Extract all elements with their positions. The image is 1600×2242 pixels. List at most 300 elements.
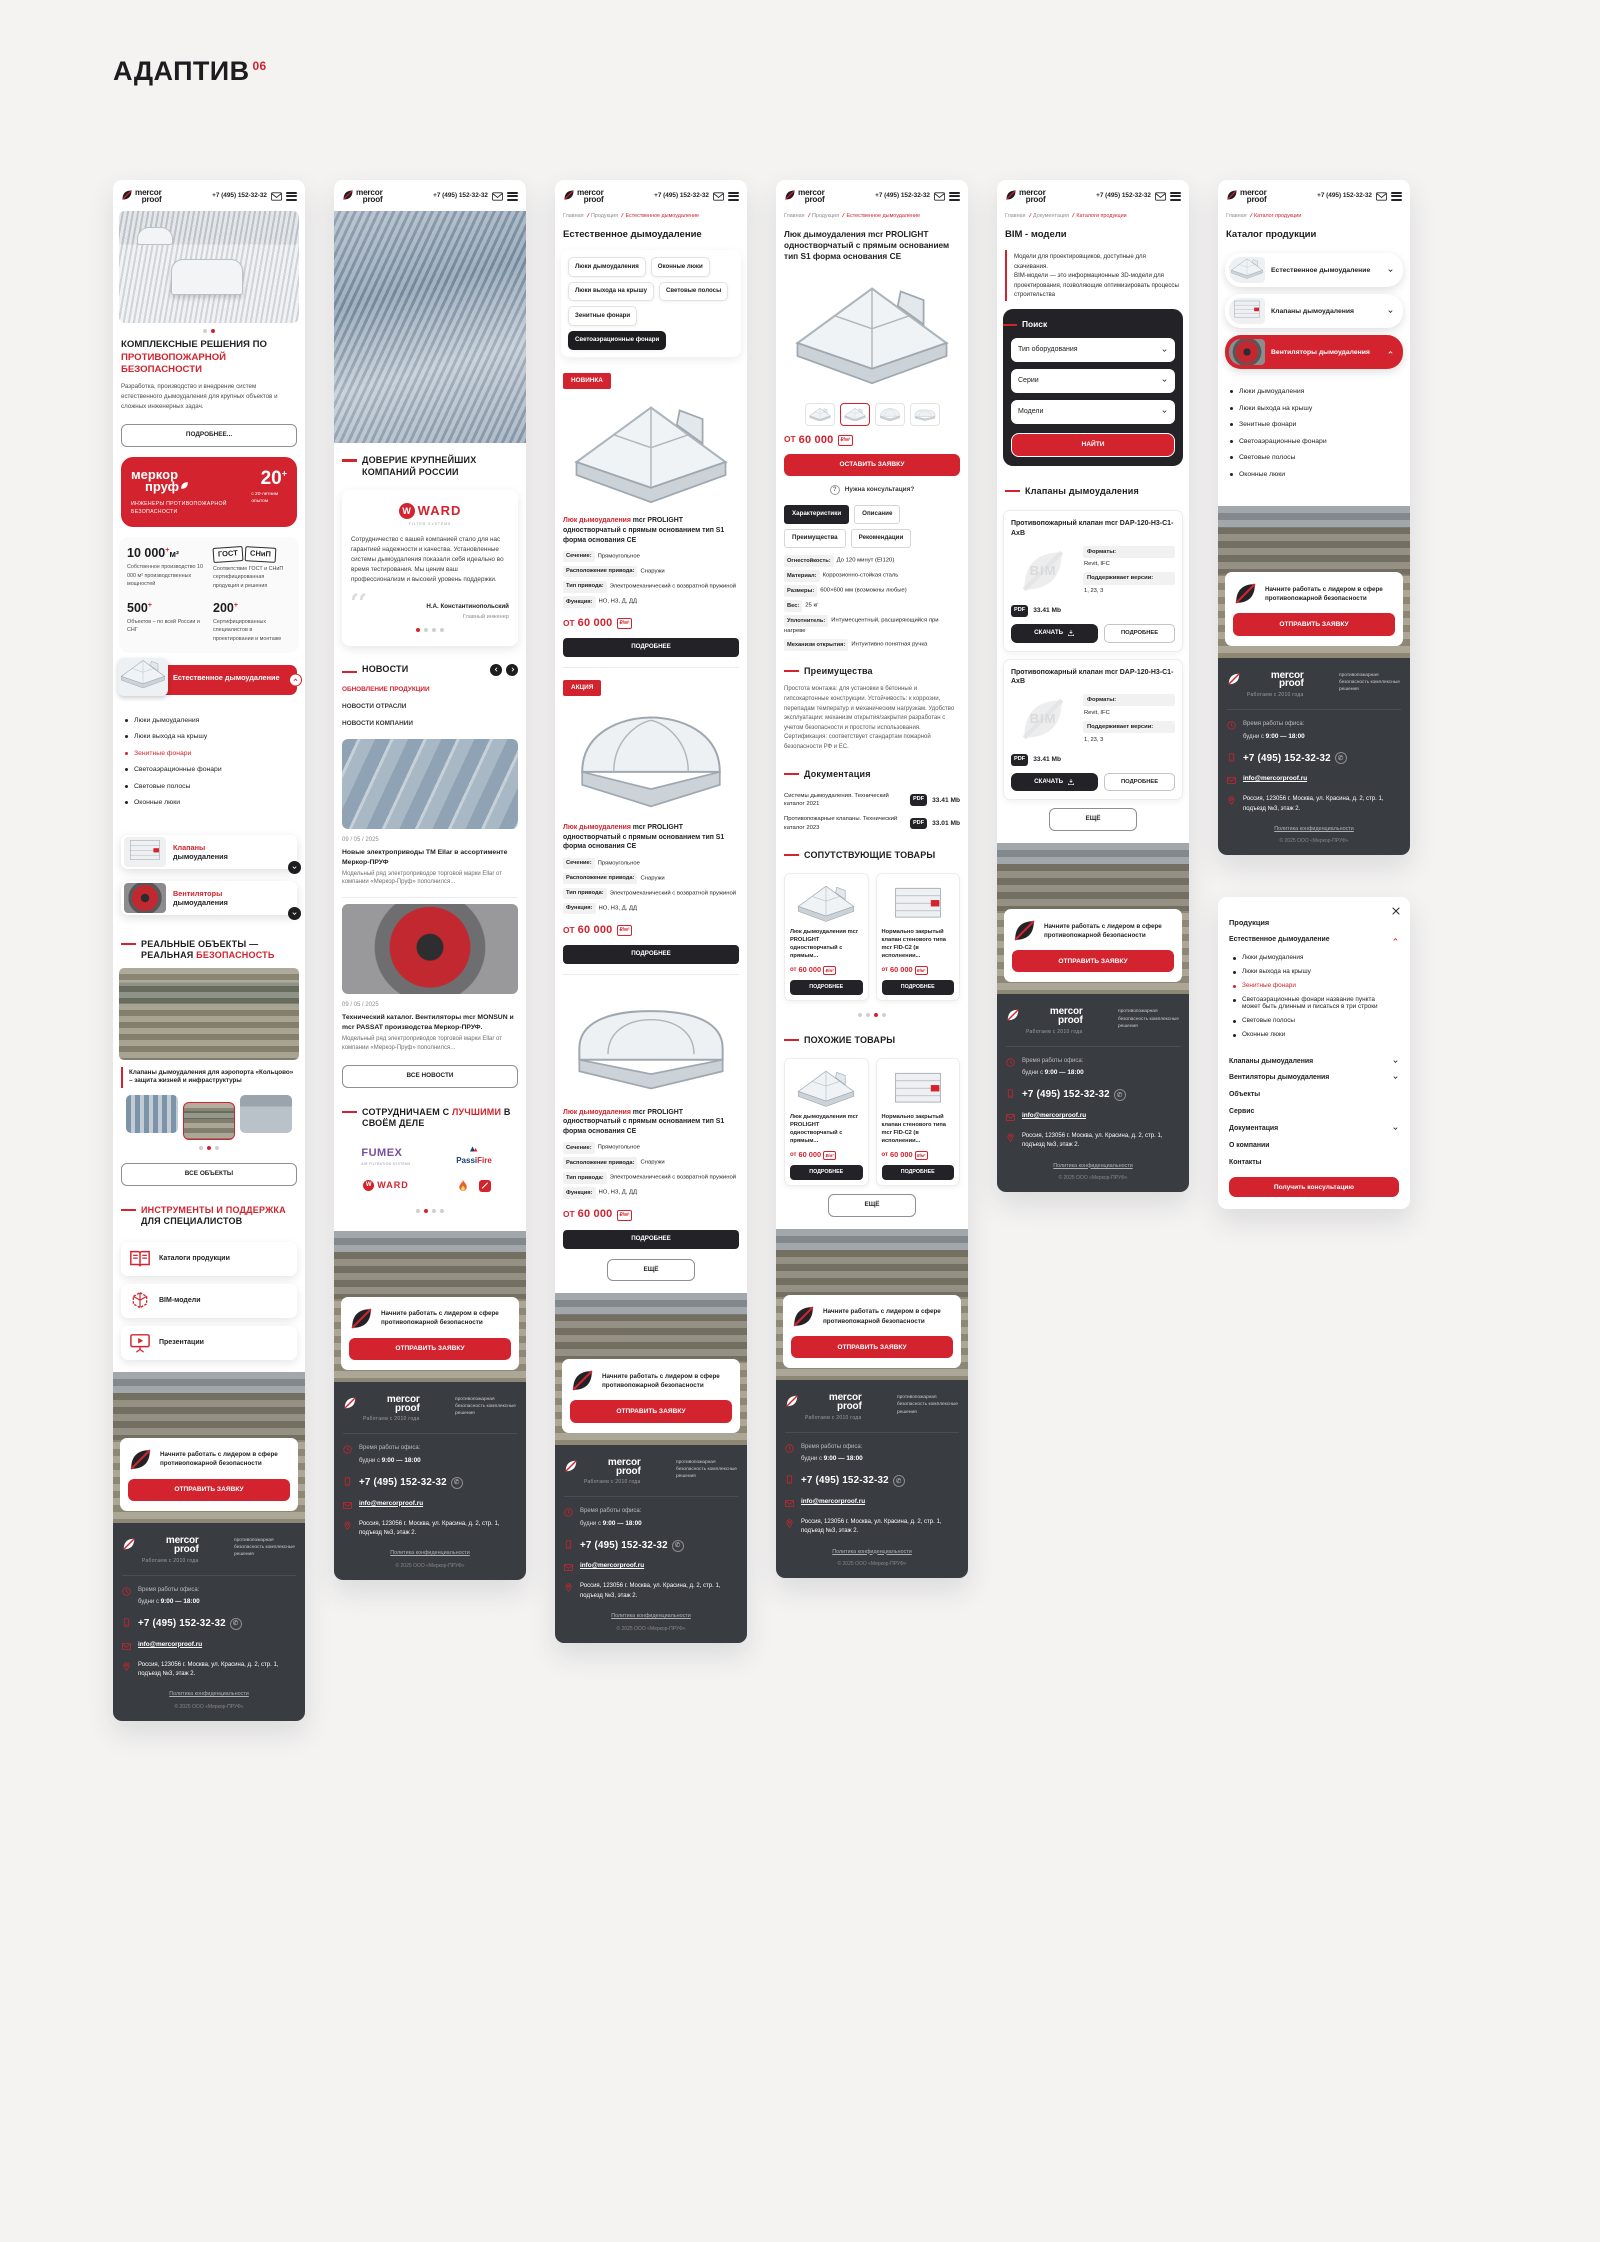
partners-dots[interactable] [334,1203,526,1219]
news-tab-company[interactable]: НОВОСТИ КОМПАНИИ [342,719,413,727]
mercorproof-logo[interactable] [342,189,383,203]
chevron-down-icon[interactable] [1392,1058,1399,1065]
footer-email-link[interactable]: info@mercorproof.ru [1022,1112,1087,1120]
catalog-link[interactable]: Оконные люки [1230,470,1398,480]
location-pin-icon [564,1583,573,1592]
tools-section-title: ИНСТРУМЕНТЫ И ПОДДЕРЖКА ДЛЯ СПЕЦИАЛИСТОВ [141,1205,286,1227]
whatsapp-icon[interactable]: ✆ [1335,752,1347,764]
mail-icon[interactable] [271,192,282,201]
pdf-file-row[interactable] [1011,754,1175,766]
news-tab-products[interactable]: ОБНОВЛЕНИЕ ПРОДУКЦИИ [342,685,430,693]
cta-banner [1218,506,1410,657]
tab-recommendations[interactable]: Рекомендации [851,529,912,548]
gallery-thumbnail[interactable] [805,403,835,426]
mini-product-price: от 60 000 ₽/м² [790,965,863,975]
logo-word-1: mercor [1019,188,1046,197]
object-photo[interactable] [119,968,299,1060]
bim-card-attributes: Форматы: Revit, IFC Поддерживает версии: 1, 23, 3 [1083,546,1175,599]
skylight-pyramid-render [794,1068,858,1107]
hero-slider-image[interactable] [119,211,299,323]
spec-row: Функция: НО, НЗ, Д, ДД [563,903,739,915]
fan-thumb-image [124,883,166,913]
menu-sub-fans[interactable]: Вентиляторы дымоудаления [1229,1074,1399,1081]
hero-slider-dots[interactable] [113,323,305,339]
breadcrumb[interactable]: Главная / Каталог продукции [1226,213,1302,220]
header-phone-link[interactable]: +7 (495) 152-32-32 [1096,191,1151,199]
news-prev-button[interactable] [490,664,502,676]
header-phone-link[interactable]: +7 (495) 152-32-32 [433,191,488,199]
breadcrumb[interactable]: Главная / Продукция / Естественное дымоудаление [784,213,921,220]
bim-model-card [1003,659,1183,801]
tab-characteristics[interactable]: Характеристики [784,505,849,524]
logo-word-1: mercor [1240,188,1267,197]
chevron-down-icon[interactable] [1387,267,1394,274]
logo-leaf-icon [784,189,796,201]
product-more-button[interactable]: ПОДРОБНЕЕ [563,945,739,964]
office-hours: будни с 9:00 — 18:00 [801,1455,863,1463]
section-dash [121,1209,136,1211]
mail-icon[interactable] [1155,192,1166,201]
menu-link[interactable]: Оконные люки [1233,1031,1395,1038]
footer-phone[interactable]: +7 (495) 152-32-32 ✆ [1243,752,1347,766]
breadcrumb[interactable]: Главная / Продукция / Естественное дымоудаление [563,213,700,220]
brand-years: 20+ [260,467,287,489]
category-link[interactable]: Люки дымоудаления [125,716,293,726]
breadcrumb[interactable]: Главная / Документация / Каталоги продукции [1005,213,1127,220]
objects-thumbnails[interactable] [113,1095,305,1140]
product-card[interactable] [555,985,747,1249]
object-thumbnail-selected[interactable] [183,1102,235,1140]
fire-damper-render [886,883,950,922]
mercorproof-logo[interactable] [784,189,825,203]
menu-item-about[interactable]: О компании [1229,1142,1270,1150]
download-icon [1067,629,1075,637]
mini-more-button[interactable]: ПОДРОБНЕЕ [882,980,955,995]
menu-link[interactable]: Люки дымоудаления [1233,954,1395,961]
category-link[interactable]: Светоаэрационные фонари [125,765,293,775]
bim-card-title: Противопожарный клапан mcr DAP-120-Н3-С1-АхВ [1011,668,1174,686]
footer-address: Россия, 123056 г. Москва, ул. Красина, д. 2, стр. 1, подъезд №3, этаж 2. [359,1520,500,1536]
skylight-pyramid-render [808,407,832,422]
objects-dots[interactable] [113,1140,305,1156]
filter-chip[interactable]: Люки выхода на крышу [568,282,654,302]
partners-section-title: СОТРУДНИЧАЕМ С ЛУЧШИМИ В СВОЁМ ДЕЛЕ [362,1106,511,1129]
location-pin-icon [1006,1133,1015,1142]
phone-icon [1227,753,1236,762]
mercorproof-logo[interactable] [1005,189,1046,203]
object-thumbnail[interactable] [126,1095,178,1133]
footer-email-link[interactable]: info@mercorproof.ru [138,1640,203,1648]
mini-product-card[interactable] [784,1058,869,1186]
load-more-button[interactable]: ЕЩЁ [828,1194,916,1217]
artboard-number: 06 [252,59,267,73]
menu-burger-icon[interactable] [1391,192,1402,201]
privacy-policy-link[interactable]: Политика конфиденциальности [611,1612,691,1619]
header-phone-link[interactable]: +7 (495) 152-32-32 [875,191,930,199]
product-price: ОТ 60 000 ₽/м² [555,611,747,634]
send-request-button[interactable]: ОТПРАВИТЬ ЗАЯВКУ [128,1479,290,1501]
tab-description[interactable]: Описание [854,505,900,524]
valve-thumb-image [1229,298,1265,324]
chevron-down-icon[interactable] [1387,308,1394,315]
product-title[interactable]: Люк дымоудаления mcr PROLIGHT одностворчатый с прямым основанием тип S1 форма основания СЕ [563,1108,725,1136]
filter-chip[interactable]: Световые полосы [659,282,728,302]
mail-icon[interactable] [713,192,724,201]
characteristic-row: Материал: Коррозионно-стойкая сталь [784,570,960,582]
pdf-file-row[interactable] [1011,605,1175,617]
spec-row: Тип привода: Электромеханический с возвратной пружиной [563,581,739,593]
mail-icon[interactable] [934,192,945,201]
section-dash [784,773,799,775]
whatsapp-icon[interactable]: ✆ [451,1477,463,1489]
footer-since: Работаем с 2010 года [142,1557,199,1564]
logo-leaf-icon [785,1394,799,1408]
download-button[interactable]: СКАЧАТЬ [1011,773,1098,792]
category-links [113,705,305,823]
product-more-button[interactable]: ПОДРОБНЕЕ [563,638,739,657]
logo-word-1: mercor [135,188,162,197]
menu-burger-icon[interactable] [507,192,518,201]
ward-logo: W WARD [351,502,509,520]
catalog-link[interactable]: Люки выхода на крышу [1230,404,1398,414]
bim-card-title: Противопожарный клапан mcr DAP-120-Н3-С1-АхВ [1011,520,1174,537]
spec-row: Тип привода: Электромеханический с возвратной пружиной [563,1172,739,1184]
footer-phone[interactable]: +7 (495) 152-32-32 ✆ [1022,1088,1126,1102]
footer-since: Работаем с 2010 года [363,1416,420,1423]
cta-card [783,1295,961,1368]
menu-burger-icon[interactable] [728,192,739,201]
product-specs [555,1142,747,1199]
tab-advantages[interactable]: Преимущества [784,529,846,548]
menu-link[interactable]: Светоаэрационные фонари название пункта может быть длинным и писаться в три строки [1233,996,1395,1010]
product-title[interactable]: Люк дымоудаления mcr PROLIGHT одностворчатый с прямым основанием тип S1 форма основания СЕ [563,824,725,851]
whatsapp-icon[interactable]: ✆ [230,1618,242,1630]
download-button[interactable]: СКАЧАТЬ [1011,624,1098,643]
menu-burger-icon[interactable] [1170,192,1181,201]
logo-leaf-icon [1005,189,1017,201]
send-request-button[interactable]: ОТПРАВИТЬ ЗАЯВКУ [1012,950,1174,972]
brand-subtitle: ИНЖЕНЕРЫ ПРОТИВОПОЖАРНОЙ БЕЗОПАСНОСТИ [131,501,227,515]
news-tab-industry[interactable]: НОВОСТИ ОТРАСЛИ [342,702,407,710]
equipment-type-select[interactable]: Тип оборудования [1011,338,1175,362]
mercorproof-logo[interactable] [563,189,604,203]
news-next-button[interactable] [506,664,518,676]
spec-row: Сечение: Прямоугольное [563,858,739,870]
skylight-thumb-image [1229,257,1265,283]
bim-more-button[interactable]: ПОДРОБНЕЕ [1104,773,1175,792]
send-request-button[interactable]: ОТПРАВИТЬ ЗАЯВКУ [791,1336,953,1358]
product-gallery-image[interactable] [786,269,958,397]
site-footer [776,1380,968,1578]
filter-chip-active[interactable]: Светоаэрационные фонари [568,331,666,351]
menu-item-contacts[interactable]: Контакты [1229,1159,1262,1167]
category-link[interactable]: Зенитные фонари [125,749,293,759]
office-hours-label: Время работы офиса: [359,1445,421,1452]
news-date: 09 / 05 / 2025 [342,1001,379,1008]
product-more-button[interactable]: ПОДРОБНЕЕ [563,1230,739,1249]
location-pin-icon [785,1519,794,1528]
header-phone-link[interactable]: +7 (495) 152-32-32 [654,191,709,199]
mail-icon [785,1499,794,1508]
whatsapp-icon[interactable]: ✆ [893,1475,905,1487]
privacy-policy-link[interactable]: Политика конфиденциальности [169,1691,249,1698]
skylight-vault-render [565,991,737,1097]
bim-cube-icon [129,1291,151,1311]
mini-product-card[interactable] [784,873,869,1001]
clock-icon [1227,721,1236,730]
close-icon[interactable] [1391,906,1401,916]
cta-text: Начните работать с лидером в сфере противопожарной безопасности [823,1308,941,1325]
series-select[interactable]: Серии [1011,369,1175,393]
skylight-pyramid-render [843,407,867,422]
news-date: 09 / 05 / 2025 [342,836,379,843]
get-consultation-button[interactable]: Получить консультацию [1229,1177,1399,1197]
site-footer [334,1382,526,1580]
find-button[interactable]: НАЙТИ [1011,433,1175,457]
product-price: ОТ 60 000 ₽/м² [555,918,747,941]
footer-phone[interactable]: +7 (495) 152-32-32 ✆ [138,1617,242,1631]
chevron-up-icon[interactable] [1387,349,1394,356]
mobile-header [555,180,747,211]
privacy-policy-link[interactable]: Политика конфиденциальности [1274,825,1354,832]
presentation-play-icon [129,1333,151,1353]
spec-row: Тип привода: Электромеханический с возвратной пружиной [563,888,739,900]
section-dash [784,854,799,856]
mercorproof-logo[interactable] [121,189,162,203]
logo-leaf-icon [122,1537,136,1551]
gallery-thumbnail-selected[interactable] [840,403,870,426]
footer-tagline: противопожарная безопасность комплексные решения [897,1395,958,1415]
mini-more-button[interactable]: ПОДРОБНЕЕ [882,1165,955,1180]
product-card[interactable] [555,672,747,964]
footer-phone[interactable]: +7 (495) 152-32-32 ✆ [359,1476,463,1490]
filter-chip[interactable]: Люки дымоудаления [568,257,646,277]
adaptive-screens-row [113,180,1410,1721]
menu-link[interactable]: Люки выхода на крышу [1233,968,1395,975]
footer-logo: mercor proof [828,1392,862,1413]
footer-email-link[interactable]: info@mercorproof.ru [580,1562,645,1570]
menu-link[interactable]: Зенитные фонари [1233,982,1395,989]
mini-more-button[interactable]: ПОДРОБНЕЕ [790,980,863,995]
mercorproof-logo[interactable] [1226,189,1267,203]
logo-leaf-icon [563,189,575,201]
whatsapp-icon[interactable]: ✆ [672,1540,684,1552]
mini-product-price: от 60 000 ₽/м² [790,1150,863,1160]
product-card[interactable] [555,365,747,657]
models-select[interactable]: Модели [1011,400,1175,424]
mini-product-image [790,1064,863,1110]
footer-logo: mercor proof [1049,1006,1083,1027]
news-title[interactable]: Новые электроприводы TM Ellar в ассортименте Меркор-ПРУФ [342,849,508,866]
office-hours: будни с 9:00 — 18:00 [1022,1069,1084,1077]
header-phone-link[interactable]: +7 (495) 152-32-32 [212,191,267,199]
chevron-down-icon[interactable] [1392,1074,1399,1081]
send-request-button[interactable]: ОТПРАВИТЬ ЗАЯВКУ [570,1400,732,1422]
cta-text: Начните работать с лидером в сфере противопожарной безопасности [1044,922,1162,939]
product-title: Люк дымоудаления mcr PROLIGHT одностворчатый с прямым основанием тип S1 форма основания СЕ [784,229,950,262]
need-consultation-link[interactable]: ? Нужна консультация? [776,479,968,497]
stat-objects: 500+ Объектов – по всей России и СНГ [127,600,200,634]
news-title[interactable]: Технический каталог. Вентиляторы mcr MONSUN и mcr PASSAT производства Меркор-ПРУФ. [342,1014,514,1031]
file-size: 33.41 Mb [1033,607,1062,615]
section-dash [784,1039,799,1041]
accordion-fans-active[interactable]: Вентиляторы дымоудаления [1225,335,1403,369]
mini-product-card[interactable] [876,1058,961,1186]
privacy-policy-link[interactable]: Политика конфиденциальности [1053,1162,1133,1169]
load-more-button[interactable]: ЕЩЁ [607,1259,695,1282]
skylight-vault-render [913,407,937,422]
copyright: © 2025 ООО «Меркор-ПРУФ» [174,1703,244,1710]
news-photo[interactable] [342,739,518,829]
mini-product-card[interactable] [876,873,961,1001]
footer-phone[interactable]: +7 (495) 152-32-32 ✆ [580,1539,684,1553]
logo-word-2: proof [1025,195,1046,205]
mail-icon[interactable] [1376,192,1387,201]
office-hours: будни с 9:00 — 18:00 [359,1456,421,1464]
menu-sub-smoke-vents[interactable]: Естественное дымоудаление [1229,936,1399,943]
logo-leaf-icon [1227,672,1241,686]
product-pair [784,873,960,1001]
logo-word-2: proof [141,195,162,205]
category-link[interactable]: Оконные люки [125,798,293,808]
office-hours-label: Время работы офиса: [801,1443,863,1450]
send-request-button[interactable]: ОТПРАВИТЬ ЗАЯВКУ [349,1338,511,1360]
menu-group-products[interactable]: Продукция [1229,918,1270,928]
tool-card-bim[interactable]: BIM-модели [121,1284,297,1318]
documents-title: Документация [804,768,871,779]
bim-more-button[interactable]: ПОДРОБНЕЕ [1104,624,1175,643]
logo-leaf-icon [349,1306,374,1331]
accordion-smoke-vents[interactable]: Естественное дымоудаление [1225,253,1403,287]
menu-link[interactable]: Световые полосы [1233,1017,1395,1024]
product-title[interactable]: Люк дымоудаления mcr PROLIGHT одностворчатый с прямым основанием тип S1 форма основания СЕ [563,517,725,544]
cta-card [1004,909,1182,982]
object-thumbnail[interactable] [240,1095,292,1133]
send-request-button[interactable]: ОТПРАВИТЬ ЗАЯВКУ [1233,613,1395,635]
spec-row: Расположение привода: Снаружи [563,1157,739,1169]
logo-leaf-icon [121,189,133,201]
bim-placeholder-image: BIM [1011,546,1075,596]
footer-tagline: противопожарная безопасность комплексные решения [676,1459,737,1480]
privacy-policy-link[interactable]: Политика конфиденциальности [832,1548,912,1555]
gallery-thumbnail[interactable] [875,403,905,426]
hero-more-button[interactable]: ПОДРОБНЕЕ... [121,424,297,447]
category-link[interactable]: Световые полосы [125,782,293,792]
valves-section-title: Клапаны дымоудаления [1025,485,1139,496]
catalog-link[interactable]: Световые полосы [1230,453,1398,463]
section-dash [342,1111,357,1113]
menu-sub-valves[interactable]: Клапаны дымоудаления [1229,1058,1399,1065]
tool-card-catalogs[interactable]: Каталоги продукции [121,1242,297,1276]
clock-icon [1006,1058,1015,1067]
menu-item-objects[interactable]: Объекты [1229,1091,1261,1099]
product-image [565,700,737,818]
office-hours-label: Время работы офиса: [138,1586,200,1593]
collapse-chevron-up-icon[interactable] [289,673,302,686]
footer-email-link[interactable]: info@mercorproof.ru [359,1499,424,1507]
document-row[interactable]: Системы дымоудаления. Технический каталог 2021 PDF 33.41 Mb [784,792,960,808]
header-phone-link[interactable]: +7 (495) 152-32-32 [1317,191,1372,199]
cta-banner [555,1293,747,1444]
chevron-down-icon[interactable] [1392,1125,1399,1132]
partner-logo-passifire: PassiFire [456,1145,492,1166]
fire-damper-render [886,1068,950,1107]
phone-icon [785,1475,794,1484]
privacy-policy-link[interactable]: Политика конфиденциальности [390,1550,470,1557]
document-row[interactable]: Противопожарные клапаны. Технический каталог 2023 PDF 33.01 Mb [784,815,960,831]
footer-phone[interactable]: +7 (495) 152-32-32 ✆ [801,1474,905,1488]
news-photo[interactable] [342,904,518,994]
footer-email-link[interactable]: info@mercorproof.ru [801,1497,866,1505]
footer-logo: mercor proof [607,1456,641,1477]
mini-more-button[interactable]: ПОДРОБНЕЕ [790,1165,863,1180]
category-link[interactable]: Люки выхода на крышу [125,732,293,742]
product-price: ОТ 60 000 ₽/м² [555,1202,747,1225]
catalog-link[interactable]: Зенитные фонари [1230,420,1398,430]
partner-logo-fumex: FUMEX AIR FILTRATION SYSTEMS [361,1147,411,1166]
category-banner-smoke-vents[interactable]: Естественное дымоудаление [127,665,297,695]
leave-request-button[interactable]: ОСТАВИТЬ ЗАЯВКУ [784,454,960,476]
advantages-title: Преимущества [804,666,873,677]
menu-burger-icon[interactable] [949,192,960,201]
tool-card-presentations[interactable]: Презентации [121,1326,297,1360]
expand-chevron-down-icon[interactable] [288,861,301,874]
load-more-button[interactable]: ЕЩЁ [1049,808,1137,831]
expand-chevron-down-icon[interactable] [288,907,301,920]
filter-chip[interactable]: Зенитные фонари [568,306,637,326]
menu-item-service[interactable]: Сервис [1229,1108,1255,1116]
section-dash [342,671,357,673]
mini-product-image [882,1064,955,1110]
filter-chip[interactable]: Оконные люки [651,257,710,277]
brand-years-sub: с 20-летним опытом [251,491,279,504]
all-news-button[interactable]: ВСЕ НОВОСТИ [342,1065,518,1088]
testimonial-dots[interactable] [351,622,509,638]
accordion-valves[interactable]: Клапаны дымоудаления [1225,294,1403,328]
screen-product-detail [776,180,968,1578]
cta-text: Начните работать с лидером в сфере противопожарной безопасности [160,1451,278,1468]
mail-icon [1227,776,1236,785]
gallery-thumbnail[interactable] [910,403,940,426]
menu-item-documentation[interactable]: Документация [1229,1125,1399,1132]
page-title: BIM - модели [1005,229,1067,240]
mini-product-title: Люк дымоудаления mcr PROLIGHT одностворчатый с прямым... [790,929,859,960]
location-pin-icon [122,1662,131,1671]
menu-burger-icon[interactable] [286,192,297,201]
related-dots[interactable] [776,1007,968,1023]
cta-card [341,1297,519,1370]
skylight-pyramid-render [565,399,737,505]
location-pin-icon [343,1521,352,1530]
section-dash [784,670,799,672]
footer-address: Россия, 123056 г. Москва, ул. Красина, д. 2, стр. 1, подъезд №3, этаж 2. [1243,796,1384,812]
characteristics-list [776,555,968,651]
partner-logo-ward: W WARD [363,1179,409,1192]
menu-links [1229,945,1399,1049]
mail-icon[interactable] [492,192,503,201]
category-card-valves[interactable]: Клапаны дымоудаления [121,835,297,869]
category-card-fans[interactable]: Вентиляторы дымоудаления [121,881,297,915]
all-objects-button[interactable]: ВСЕ ОБЪЕКТЫ [121,1163,297,1186]
whatsapp-icon[interactable]: ✆ [1114,1089,1126,1101]
logo-leaf-icon [1233,581,1258,606]
catalog-link[interactable]: Светоаэрационные фонари [1230,437,1398,447]
chevron-up-icon[interactable] [1392,936,1399,943]
footer-email-link[interactable]: info@mercorproof.ru [1243,775,1308,783]
catalog-link[interactable]: Люки дымоудаления [1230,387,1398,397]
site-footer [997,994,1189,1192]
product-price: ОТ 60 000 ₽/м² [776,428,968,451]
